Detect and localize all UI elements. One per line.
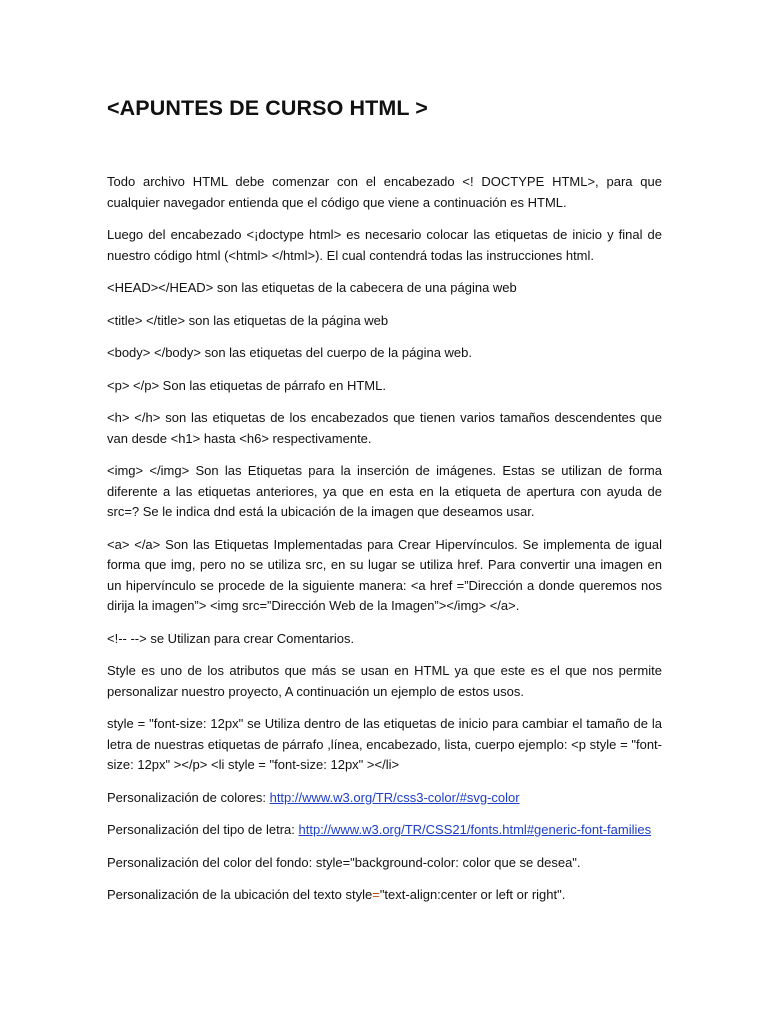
paragraph-font-size: style = "font-size: 12px" se Utiliza dentro de las etiquetas de inicio para cambiar el tamaño de la letra de nuestras etiquetas de párrafo ,línea, encabezado, lista, cuerpo ejemplo: <p style = "font-size: 12px" ></p> <li style = "font-size: 12px" ></li> [107, 716, 662, 772]
document-body [107, 172, 662, 918]
paragraph-head: <HEAD></HEAD> son las etiquetas de la cabecera de una página web [107, 280, 517, 295]
colors-link[interactable]: http://www.w3.org/TR/css3-color/#svg-color [269, 789, 520, 805]
paragraph-p: <p> </p> Son las etiquetas de párrafo en HTML. [107, 377, 386, 393]
paragraph-font-family [107, 820, 662, 841]
paragraph-doctype: Todo archivo HTML debe comenzar con el encabezado <! DOCTYPE HTML>, para que cualquier navegador entienda que el código que viene a continuación es HTML. [107, 174, 662, 210]
paragraph-a: <a> </a> Son las Etiquetas Implementadas para Crear Hipervínculos. Se implementa de igual forma que img, pero no se utiliza src, en su lugar se utiliza href. Para convertir una imagen en un hipervínculo se procede de la siguiente manera: <a href =”Dirección a donde queremos nos dirija la imagen”> <img src=”Dirección Web de la Imagen”></img> </a>. [107, 536, 662, 613]
paragraph-body: <body> </body> son las etiquetas del cuerpo de la página web. [107, 345, 472, 360]
font-label: Personalización del tipo de letra: [107, 822, 299, 837]
document-title: <APUNTES DE CURSO HTML > [107, 96, 428, 120]
paragraph-img: <img> </img> Son las Etiquetas para la inserción de imágenes. Estas se utilizan de forma diferente a las etiquetas anteriores, ya que en esta en la etiqueta de apertura con ayuda de src=? Se le indica dnd está la ubicación de la imagen que deseamos usar. [107, 463, 662, 519]
paragraph-comments: <!-- --> se Utilizan para crear Comentarios. [107, 630, 355, 646]
paragraph-headings: <h> </h> son las etiquetas de los encabezados que tienen varios tamaños descendentes que van desde <h1> hasta <h6> respectivamente. [107, 410, 662, 446]
align-equals: = [372, 887, 380, 902]
colors-label: Personalización de colores: [107, 789, 270, 805]
font-link[interactable]: http://www.w3.org/TR/CSS21/fonts.html#generic-font-families [298, 822, 652, 837]
paragraph-colors [107, 788, 662, 809]
paragraph-background: Personalización del color del fondo: style="background-color: color que se desea". [107, 854, 581, 870]
paragraph-title: <title> </title> son las etiquetas de la página web [107, 312, 389, 328]
align-prefix: Personalización de la ubicación del texto style [107, 887, 373, 902]
paragraph-style: Style es uno de los atributos que más se usan en HTML ya que este es el que nos permite personalizar nuestro proyecto, A continuación un ejemplo de estos usos. [107, 663, 662, 699]
paragraph-align [107, 885, 662, 906]
align-suffix: "text-align:center or left or right". [379, 887, 566, 902]
paragraph-html-tags: Luego del encabezado <¡doctype html> es necesario colocar las etiquetas de inicio y final de nuestro código html (<html> </html>). El cual contendrá todas las instrucciones html. [107, 227, 662, 263]
